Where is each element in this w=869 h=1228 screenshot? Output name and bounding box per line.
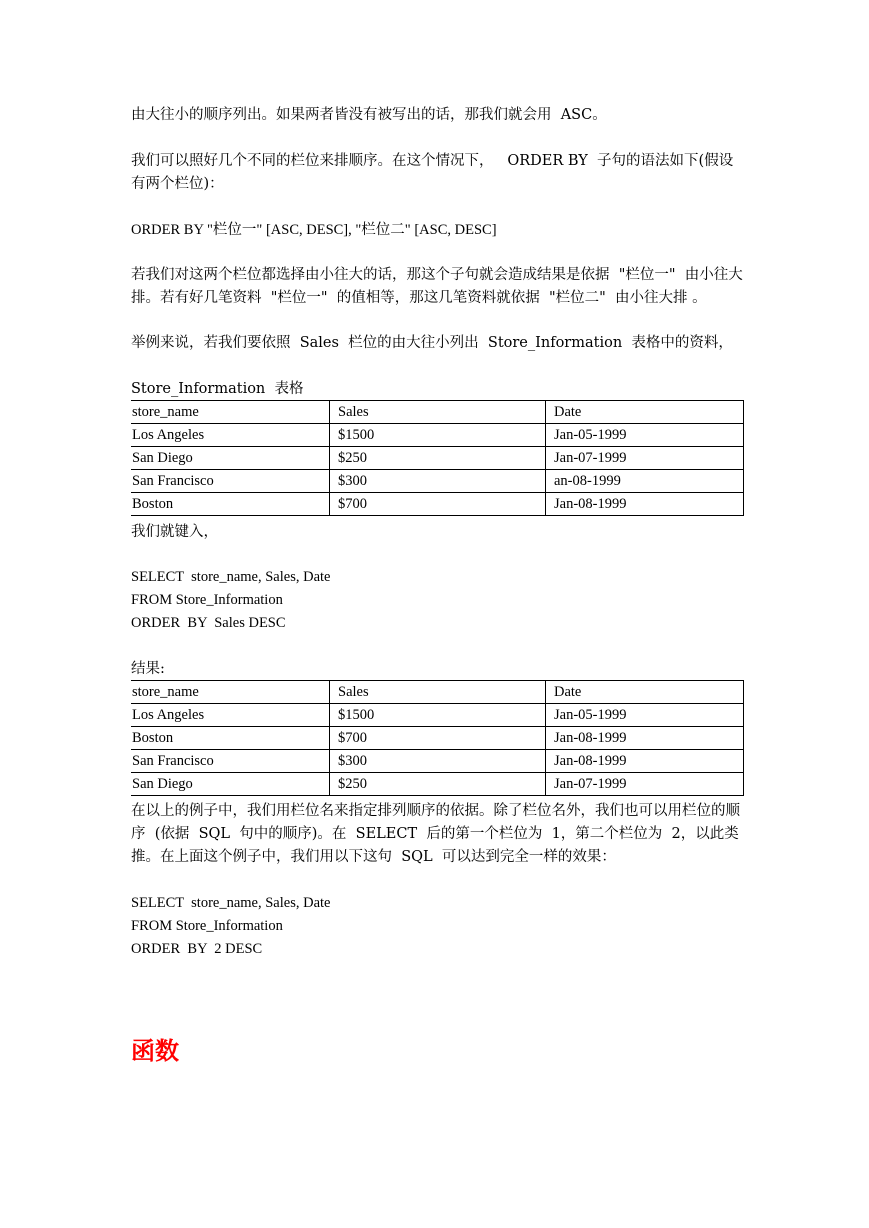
table-row xyxy=(131,727,744,750)
table-row xyxy=(131,773,744,796)
result-table xyxy=(131,680,744,796)
table-header-cell: store_name xyxy=(131,401,330,424)
paragraph-multiple-columns: 我们可以照好几个不同的栏位来排顺序。在这个情况下， ORDER BY 子句的语法如下(假设有两个栏位)： xyxy=(131,153,734,192)
table-cell: $250 xyxy=(330,773,546,796)
table-cell: Jan-08-1999 xyxy=(546,493,744,516)
table-cell: an-08-1999 xyxy=(546,470,744,493)
table-row xyxy=(131,424,744,447)
table-row xyxy=(131,704,744,727)
table-cell: $300 xyxy=(330,750,546,773)
paragraph-example-intro: 举例来说，若我们要依照 Sales 栏位的由大往小列出 Store_Information 表格中的资料， xyxy=(131,335,733,351)
table-header-row xyxy=(131,401,744,424)
result-label: 结果: xyxy=(131,661,165,677)
table-cell: San Francisco xyxy=(131,470,330,493)
paragraph-column-position: 在以上的例子中，我们用栏位名来指定排列顺序的依据。除了栏位名外，我们也可以用栏位的顺序 (依据 SQL 句中的顺序)。在 SELECT 后的第一个栏位为 1，第二个栏位为 2，以此类推。在上面这个例子中，我们用以下这句 SQL 可以达到完全一样的效果： xyxy=(131,803,740,865)
sql-line: FROM Store_Information xyxy=(131,592,283,608)
table-cell: Jan-08-1999 xyxy=(546,750,744,773)
section-heading: 函数 xyxy=(131,1037,179,1065)
table-row xyxy=(131,470,744,493)
table-header-cell: store_name xyxy=(131,681,330,704)
table-cell: $700 xyxy=(330,727,546,750)
table-cell: Boston xyxy=(131,493,330,516)
table-cell: Jan-07-1999 xyxy=(546,447,744,470)
table-cell: Jan-05-1999 xyxy=(546,424,744,447)
table-cell: Jan-08-1999 xyxy=(546,727,744,750)
paragraph-ascending-explanation: 若我们对这两个栏位都选择由小往大的话，那这个子句就会造成结果是依据 "栏位一" 由小往大排。若有好几笔资料 "栏位一" 的值相等，那这几笔资料就依据 "栏位二" 由小往大排 。 xyxy=(131,267,743,306)
sql-line: FROM Store_Information xyxy=(131,918,283,934)
table-row xyxy=(131,750,744,773)
table-cell: San Francisco xyxy=(131,750,330,773)
table-cell: $250 xyxy=(330,447,546,470)
store-information-table xyxy=(131,400,744,516)
table-cell: San Diego xyxy=(131,773,330,796)
table-cell: Jan-05-1999 xyxy=(546,704,744,727)
table-row xyxy=(131,493,744,516)
table-cell: $1500 xyxy=(330,704,546,727)
table-row xyxy=(131,447,744,470)
table-cell: $700 xyxy=(330,493,546,516)
sql-line: SELECT store_name, Sales, Date xyxy=(131,569,331,585)
table-header-row xyxy=(131,681,744,704)
table-cell: $1500 xyxy=(330,424,546,447)
table-cell: $300 xyxy=(330,470,546,493)
table-header-cell: Sales xyxy=(330,681,546,704)
table-header-cell: Date xyxy=(546,681,744,704)
paragraph-type-in: 我们就键入， xyxy=(131,524,218,540)
table-caption: Store_Information 表格 xyxy=(131,381,304,397)
table-cell: Los Angeles xyxy=(131,704,330,727)
table-header-cell: Sales xyxy=(330,401,546,424)
table-cell: Jan-07-1999 xyxy=(546,773,744,796)
table-cell: Los Angeles xyxy=(131,424,330,447)
sql-line: ORDER BY Sales DESC xyxy=(131,615,286,631)
table-header-cell: Date xyxy=(546,401,744,424)
syntax-line: ORDER BY "栏位一" [ASC, DESC], "栏位二" [ASC, DESC] xyxy=(131,222,497,238)
table-cell: Boston xyxy=(131,727,330,750)
sql-line: SELECT store_name, Sales, Date xyxy=(131,895,331,911)
sql-line: ORDER BY 2 DESC xyxy=(131,941,263,957)
table-cell: San Diego xyxy=(131,447,330,470)
paragraph-order-direction: 由大往小的顺序列出。如果两者皆没有被写出的话，那我们就会用 ASC。 xyxy=(131,107,607,123)
